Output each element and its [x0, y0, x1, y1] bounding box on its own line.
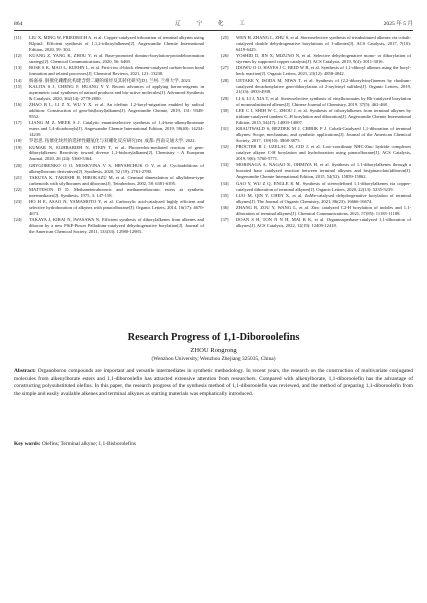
reference-entry [14, 102, 204, 120]
reference-entry [221, 35, 411, 53]
reference-text: KUANG Z, YANG K, ZHOU Y, et al. Base-promoted domino-borylation-protodeboronation strategy[J]. Chemical Communications, 2020, 56: 6469. [29, 53, 204, 65]
reference-text: ZHANG B, ZOU Y, WANG L, et al. Zinc catalyzed C2-H borylation of indoles and 1,1-diboration of terminal alkynes[J]. Chemical Communications, 2021, 57(85): 11185-11188. [236, 204, 411, 216]
reference-text: KALITA S J, CHENG F, HUANG Y Y. Recent advances of applying boron-reagents in asymmetric total syntheses of natural products and bio-active molecules[J]. Advanced Synthesis & Catalysis, 2020, 362(14): 2778-2800. [29, 83, 204, 101]
paper-title: Research Progress of 1,1-Diboroolefins [127, 332, 300, 343]
references-right-column [221, 35, 411, 229]
reference-number: [30] [221, 107, 229, 113]
reference-text: LI S, LI J, XIA T, et al. Stereoselective synthesis of vinylboronates by Rh-catalyzed borylation of monosubstituted allenes[J]. Chinese Journal of Chemistry, 2019, 37(5): 462-468. [236, 95, 411, 107]
reference-entry [14, 78, 204, 84]
author-name: ZHOU Rongrong [190, 347, 237, 354]
reference-entry [14, 53, 204, 65]
reference-entry [14, 199, 204, 217]
reference-entry [221, 217, 411, 229]
abstract-text: Organoboron compounds are important and versatile intermediates in synthetic methodology. In recent years, the research on the construction of multivariate conjugated molecules from alkenylborate esters and 1,1-diboroolefin has attracted extensive attention from researchers. Compared with alkenylborate, 1,1-diboroolefin has the advantage of constructing polysubstituted olefins. In this paper, the research progress of the synthesis method of 1,1-diboroolefin was reviewed, and the method of preparing 1,1-diboroolefin from the simple and easily available alkenes and terminal alkynes as starting materials was emphatically introduced. [14, 368, 413, 397]
reference-number: [19] [14, 144, 22, 150]
reference-number: [34] [221, 180, 229, 186]
reference-text: PROCTER R J, UZELAC M, CID J, et al. Low-coordinate NHC-Zinc hydride complexes catalyze alkyne C-H borylation and hydroboration using pinacolborane[J]. ACS Catalysis, 2019, 9(6): 5760-5771. [236, 144, 411, 162]
reference-entry [221, 162, 411, 180]
reference-entry [14, 163, 204, 175]
reference-text: WEN H, ZHANG L, ZHU S, et al. Stereoselective synthesis of trisubstituted alkenes via cobalt-catalyzed double dehydrogenative borylations of 1-alkenes[J]. ACS Catalysis, 2017, 7(10): 6419-6425. [236, 35, 411, 52]
running-header [14, 19, 413, 31]
reference-entry [14, 138, 204, 144]
reference-entry [14, 217, 204, 235]
author-affiliation: (Wenzhou University, Wenzhou Zhejiang 325035, China) [151, 356, 276, 362]
reference-text: KRAUTWALD S, BEZDEK M J, CHIRIK P J. Cobalt-Catalyzed 1,1-diboration of terminal alkynes: Scope, mechanism, and synthetic applications[J]. Journal of the American Chemical Society, 2017, 139(10): 3868-3875. [236, 126, 411, 143]
reference-entry [14, 120, 204, 138]
abstract-label: Abstract: [14, 368, 36, 374]
reference-text: ZHAO B L, LI Z X, WU Y X, et al. An olefinic 1,2-boryl-migration enabled by radical addition: Construction of gem-bis(boryl)alkanes[J]. Angewandte Chemie, 2019, 131: 9348-9552. [29, 101, 204, 119]
reference-number: [22] [14, 187, 22, 193]
reference-text: KUMAR N, EGHBARIEH N, STEIN T, et al. Photoredox-mediated reaction of gem-diborylalkenes: Reactivity toward diverse 1,1-bisborylalkanes[J]. Chemistry - A European Journal, 2020, 26 (24): 5360-5364. [29, 144, 204, 162]
reference-entry [221, 181, 411, 193]
reference-text: TAKAYA J, KIRAI N, IWASAWA N. Efficient synthesis of diborylalkenes from alkenes and diboron by a new PSiP-Pincer Palladium-catalyzed dehydrogenative borylation[J]. Journal of the American Chemical Society, 2011, 133(33): 12980-12983. [29, 217, 204, 235]
reference-number: [35] [221, 192, 229, 198]
abstract [14, 368, 413, 398]
keywords [14, 441, 413, 449]
reference-text: TAKUYA K, TAKESHI H, HIROKAZU M, et al. Geminal dimetalation of alkylidene-type carbenoids with silylboranes and diborons[J]. Tetrahedron, 2002, 58: 6381-6395. [29, 174, 204, 186]
reference-number: [31] [221, 126, 229, 132]
reference-number: [14] [14, 77, 22, 83]
reference-text: GAO Y, WU Z Q, ENGLE K M. Synthesis of stereodefined 1,1-diborylalkenes via copper-catalyzed diboration of terminal alkynes[J]. Organic Letters, 2020, 22(13): 5235-5239. [236, 180, 411, 192]
reference-text: GRYGORENKO O O, MOSKVINA V S, HRYSHCHUK O V, et al. Cycloadditions of alkenylboronic derivatives[J]. Synthesis, 2020, 52 (19): 2761-2780. [29, 162, 204, 174]
reference-entry [221, 205, 411, 217]
reference-number: [18] [14, 138, 22, 144]
journal-name: 辽 宁 化 工 [175, 21, 252, 27]
reference-entry [221, 78, 411, 96]
reference-number: [27] [221, 65, 229, 71]
reference-text: HO H E, ASAO N, YAMAMOTO Y, et al. Carboxylic acid-catalyzed highly efficient and selective hydroboration of alkynes with pinacolborane[J]. Organic Letters, 2014, 16(17): 4670-4673. [29, 199, 204, 217]
reference-entry [14, 35, 204, 53]
reference-text: LUO M, QIN Y, CHEN X, et al. ZnMe-catalysed dehydrogenative borylation of terminal alkynes[J]. The Journal of Organic Chemistry, 2021, 86(23): 16666-16674. [236, 192, 411, 204]
reference-number: [16] [14, 101, 22, 107]
reference-number: [21] [14, 174, 22, 180]
page-number: 864 [14, 21, 23, 27]
reference-text: MORINAGA A, NAGAO K, OHMIYA H, et al. Synthesis of 1,1-diborylalkenes through a borrated base catalyzed reaction between terminal alkynes and bis(pinacolato)diboron[J]. Angewandte Chemie International Edition, 2015, 54(52): 15859-15862. [236, 162, 411, 180]
reference-number: [36] [221, 204, 229, 210]
reference-text: 杨嘉豪. 铜催化硼酯化构建含偕二硼的烯烃及其转化研究[D]. 兰州: 兰州大学, 2023. [29, 77, 192, 83]
reference-entry [221, 65, 411, 77]
reference-entry [221, 126, 411, 144]
reference-number: [37] [221, 217, 229, 223]
reference-entry [14, 84, 204, 102]
reference-text: DOAN S H, TON N N H, MAI B K, et al. Organosuperbase-catalyzed 1,1-diboration of alkynes[J]. ACS Catalysis, 2022, 12(19): 12409-12418. [236, 217, 411, 229]
reference-number: [15] [14, 83, 22, 89]
issue-date: 2025 年 5 月 [383, 21, 413, 27]
reference-number: [24] [14, 217, 22, 223]
reference-entry [221, 96, 411, 108]
reference-number: [13] [14, 65, 22, 71]
keywords-label: Key words: [14, 441, 41, 447]
reference-entry [221, 144, 411, 162]
reference-entry [14, 187, 204, 199]
reference-number: [12] [14, 53, 22, 59]
keywords-text: Olefins; Terminal alkyne; 1,1-Bisborolefins [41, 441, 137, 447]
reference-number: [33] [221, 162, 229, 168]
reference-text: BOSE S K, MAO L, KUEHN L, et al. First-row d-block element-catalyzed carbon-boron bond formation and related processes[J]. Chemical Reviews, 2021, 121: 13238. [29, 65, 204, 77]
reference-text: YOSHID D, JIN X, MIZUNO N, et al. Selective dehydrogenative mono- or diborylation of styrenes by supported copper catalysts[J]. ACS Catalysis, 2019, 9(4): 3011-3016. [236, 53, 411, 65]
reference-number: [29] [221, 95, 229, 101]
reference-entry [221, 193, 411, 205]
reference-entry [14, 145, 204, 163]
reference-number: [20] [14, 162, 22, 168]
reference-text: IDOWU O O, HAYES J C, REID W B, et al. Synthesis of 1,1-diboryl alkenes using the boryl-heck reaction[J]. Organic Letters, 2021, 23(12): 4858-4842. [236, 65, 411, 77]
reference-number: [17] [14, 120, 22, 126]
reference-text: LEE C I, SHIH W C, ZHOU J, et al. Synthesis of triborylalkenes from terminal alkynes by iridium-catalyzed tandem C–H borylation and diboration[J]. Angewandte Chemie International Edition, 2015, 54(47): 14003-14007. [236, 107, 411, 125]
reference-number: [28] [221, 77, 229, 83]
reference-entry [14, 65, 204, 77]
reference-text: UETAKE Y, ISODA M, NIWA T, et al. Synthesis of (2,2-diborylvinyl)arenes by rhodium-catalyzed decarbonylative gem-diborylation of 2-arylvinyl sulfides[J]. Organic Letters, 2019, 21(13): 4933-4938. [236, 77, 411, 95]
reference-number: [26] [221, 53, 229, 59]
reference-text: MATTESON D D. Methanetetraboronic and methanetriboronic esters as synthetic intermediates[J]. Synthesis, 1975, 3: 147-158. [29, 187, 204, 199]
reference-entry [221, 53, 411, 65]
references-left-column [14, 35, 204, 236]
reference-text: 罗恩思. 钴催化炔烃的选择性硼氢化与双硼化反应研究[D]. 成都: 西南交通大学, 2022. [29, 138, 196, 144]
reference-number: [32] [221, 144, 229, 150]
reference-entry [14, 175, 204, 187]
reference-number: [23] [14, 199, 22, 205]
reference-entry [221, 108, 411, 126]
reference-number: [11] [14, 35, 22, 40]
reference-number: [25] [221, 35, 229, 40]
reference-text: LIANG M Z, MEEK S J. Catalytic enantioselective synthesis of 1,4-keto-alkenylboronate esters and 1,4-dicarbonyls[J]. Angewandte Chemie International Edition, 2019, 58(40): 14234-14239. [29, 120, 204, 138]
reference-text: LIU X, MING W, FRIEDRICH A, et al. Copper-catalyzed triboration of terminal alkynes using B2pin2: Efficient synthesis of 1,1,2-triborylalkenes[J]. Angewandte Chemie International Edition, 2020, 59: 304. [29, 35, 204, 52]
